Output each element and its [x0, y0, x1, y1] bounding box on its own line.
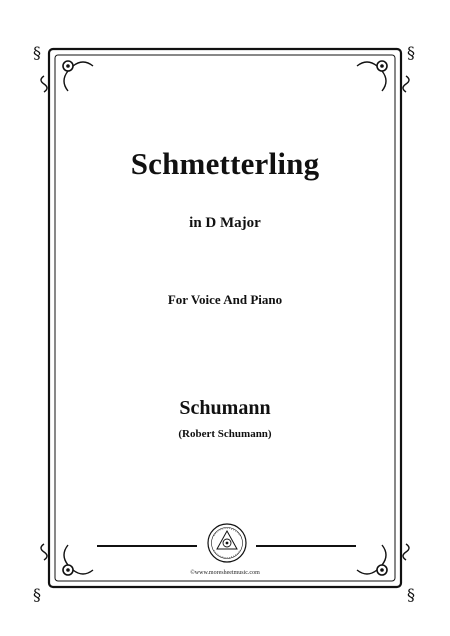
divider-right: [256, 545, 356, 547]
key-signature: in D Major: [189, 215, 261, 231]
svg-text:§: §: [407, 585, 415, 604]
instrumentation: For Voice And Piano: [167, 292, 283, 307]
flourish-icon-top-left: [33, 43, 93, 91]
composer-name: Schumann: [179, 397, 271, 419]
website-url: ©www.moresheetmusic.com: [190, 570, 260, 576]
svg-text:§: §: [407, 43, 415, 62]
composer-full-name: (Robert Schumann): [178, 428, 272, 440]
svg-text:§: §: [33, 585, 41, 604]
divider-left: [97, 545, 197, 547]
svg-text:§: §: [33, 43, 41, 62]
music-seal-icon: [206, 522, 248, 564]
piece-title: Schmetterling: [130, 146, 320, 181]
